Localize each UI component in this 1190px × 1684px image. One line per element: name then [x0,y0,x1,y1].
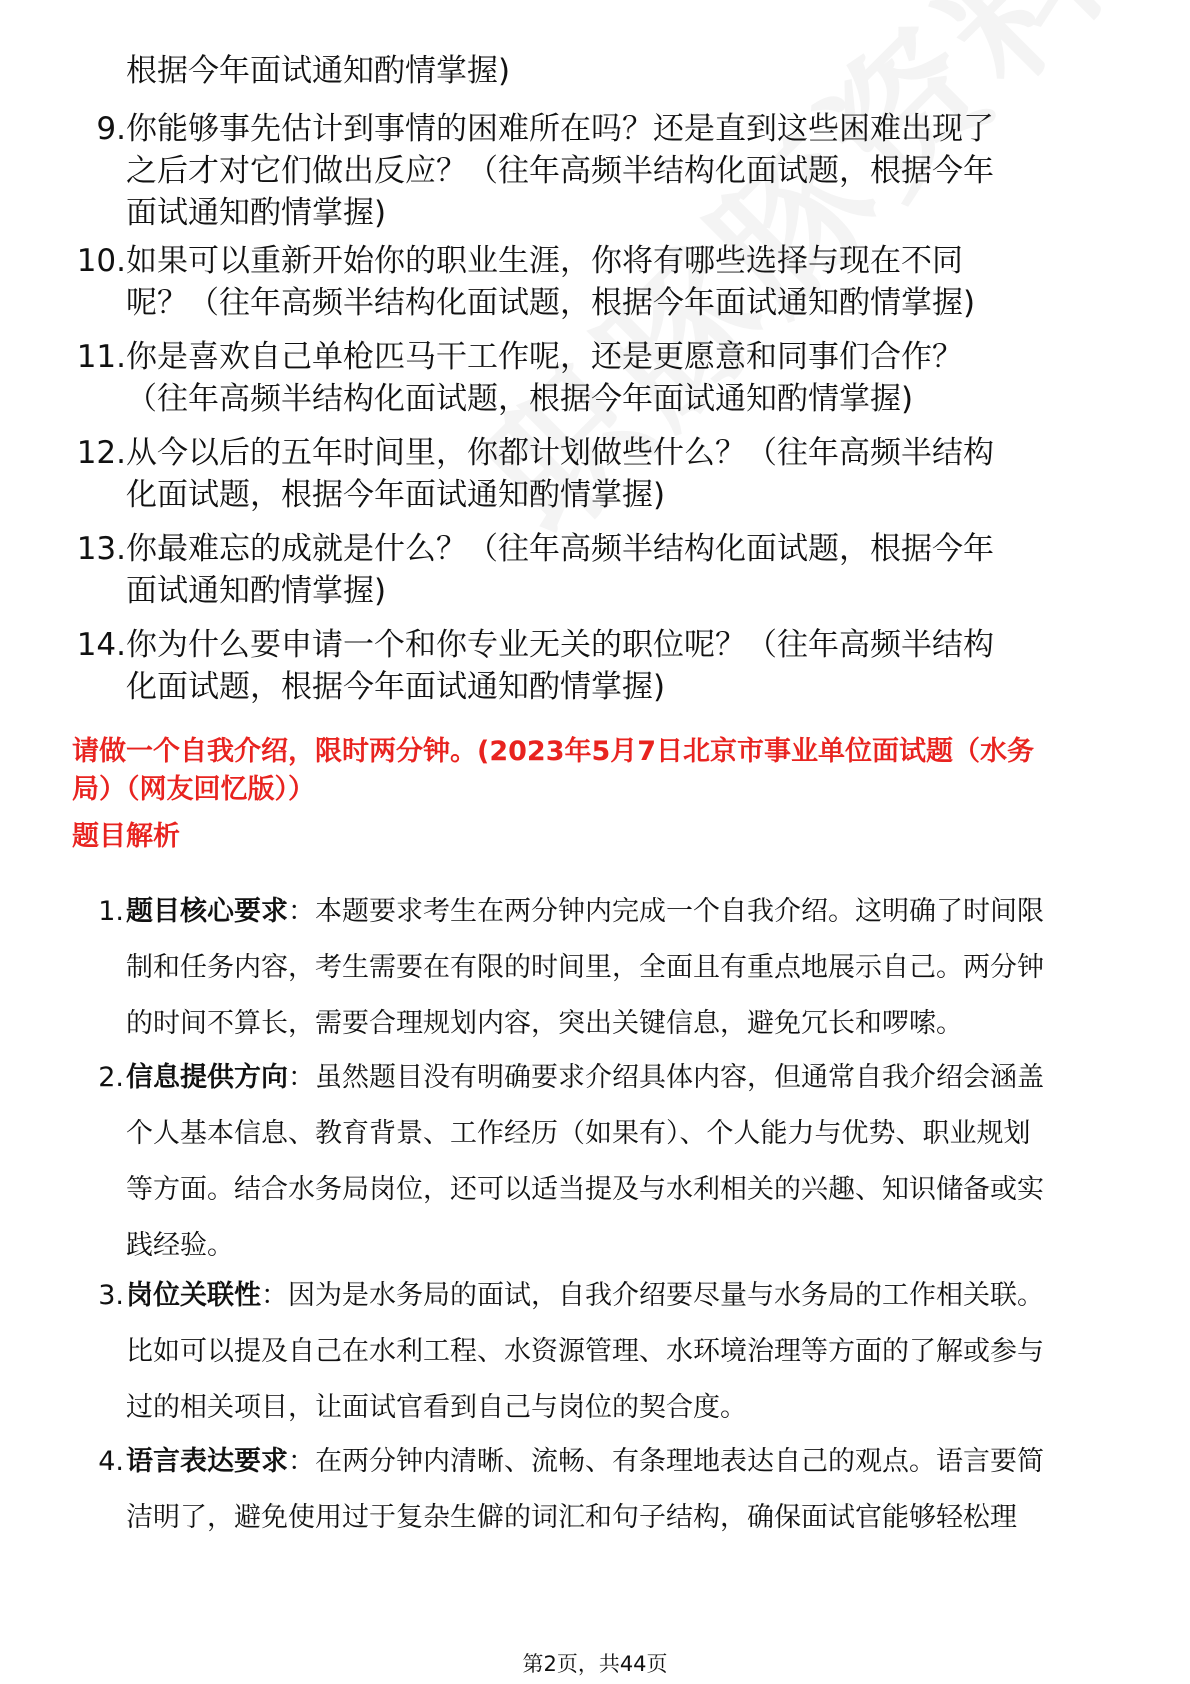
text-line: 化面试题，根据今年面试通知酌情掌握) [126,669,666,705]
text-line [126,1268,1126,1324]
heading-line: 局）（网友回忆版）） [72,774,315,805]
item-term: 题目核心要求 [126,896,288,927]
text-line: 面试通知酌情掌握) [126,195,387,231]
text-line [126,1434,1126,1490]
item-number: 12. [76,435,126,471]
item-text [126,624,1116,708]
text-line [126,1050,1126,1106]
text-line: 你能够事先估计到事情的困难所在吗？还是直到这些困难出现了 [126,111,994,147]
item-text [126,108,1116,234]
text-line: 你最难忘的成就是什么？（往年高频半结构化面试题，根据今年 [126,531,994,567]
item-number: 4. [98,1446,124,1477]
item-number: 14. [76,627,126,663]
text-line: 从今以后的五年时间里，你都计划做些什么？（往年高频半结构 [126,435,994,471]
item-term: 岗位关联性 [126,1280,261,1311]
item-first-line: ：因为是水务局的面试，自我介绍要尽量与水务局的工作相关联。 [261,1280,1044,1311]
item-number: 3. [98,1280,124,1311]
continuation-text: 根据今年面试通知酌情掌握) [126,53,511,89]
item-first-line: ：虽然题目没有明确要求介绍具体内容，但通常自我介绍会涵盖 [288,1062,1044,1093]
text-line: 洁明了，避免使用过于复杂生僻的词汇和句子结构，确保面试官能够轻松理 [126,1502,1017,1533]
item-text [126,528,1116,612]
item-number: 13. [76,531,126,567]
item-text [126,884,1126,1052]
text-line: 之后才对它们做出反应？（往年高频半结构化面试题，根据今年 [126,153,994,189]
item-text [126,240,1116,324]
item-term: 语言表达要求 [126,1446,288,1477]
text-line [126,884,1126,940]
item-text [126,336,1116,420]
text-line: 如果可以重新开始你的职业生涯，你将有哪些选择与现在不同 [126,243,963,279]
text-line: 比如可以提及自己在水利工程、水资源管理、水环境治理等方面的了解或参与 [126,1336,1044,1367]
item-term: 信息提供方向 [126,1062,288,1093]
text-line: 践经验。 [126,1230,234,1261]
item-number: 10. [76,243,126,279]
item-first-line: ：在两分钟内清晰、流畅、有条理地表达自己的观点。语言要简 [288,1446,1044,1477]
text-line: 化面试题，根据今年面试通知酌情掌握) [126,477,666,513]
item-number: 11. [76,339,126,375]
text-line: 的时间不算长，需要合理规划内容，突出关键信息，避免冗长和啰嗦。 [126,1008,963,1039]
text-line: 等方面。结合水务局岗位，还可以适当提及与水利相关的兴趣、知识储备或实 [126,1174,1044,1205]
page-footer: 第2页，共44页 [522,1652,668,1676]
text-line: 呢？（往年高频半结构化面试题，根据今年面试通知酌情掌握) [126,285,976,321]
heading-line: 请做一个自我介绍，限时两分钟。(2023年5月7日北京市事业单位面试题（水务 [72,736,1035,767]
item-number: 1. [98,896,124,927]
item-number: 2. [98,1062,124,1093]
text-line: 过的相关项目，让面试官看到自己与岗位的契合度。 [126,1392,747,1423]
text-line: 你为什么要申请一个和你专业无关的职位呢？（往年高频半结构 [126,627,994,663]
text-line: 你是喜欢自己单枪匹马干工作呢，还是更愿意和同事们合作？ [126,339,963,375]
item-number: 9. [96,111,126,147]
text-line: （往年高频半结构化面试题，根据今年面试通知酌情掌握) [126,381,914,417]
text-line: 面试通知酌情掌握) [126,573,387,609]
analysis-heading: 题目解析 [72,821,180,852]
item-text [126,1050,1126,1274]
text-line: 制和任务内容，考生需要在有限的时间里，全面且有重点地展示自己。两分钟 [126,952,1044,983]
item-text [126,1434,1126,1546]
text-line: 个人基本信息、教育背景、工作经历（如果有）、个人能力与优势、职业规划 [126,1118,1031,1149]
item-text [126,1268,1126,1436]
question-heading [72,733,1034,809]
item-first-line: ：本题要求考生在两分钟内完成一个自我介绍。这明确了时间限 [288,896,1044,927]
item-text [126,432,1116,516]
